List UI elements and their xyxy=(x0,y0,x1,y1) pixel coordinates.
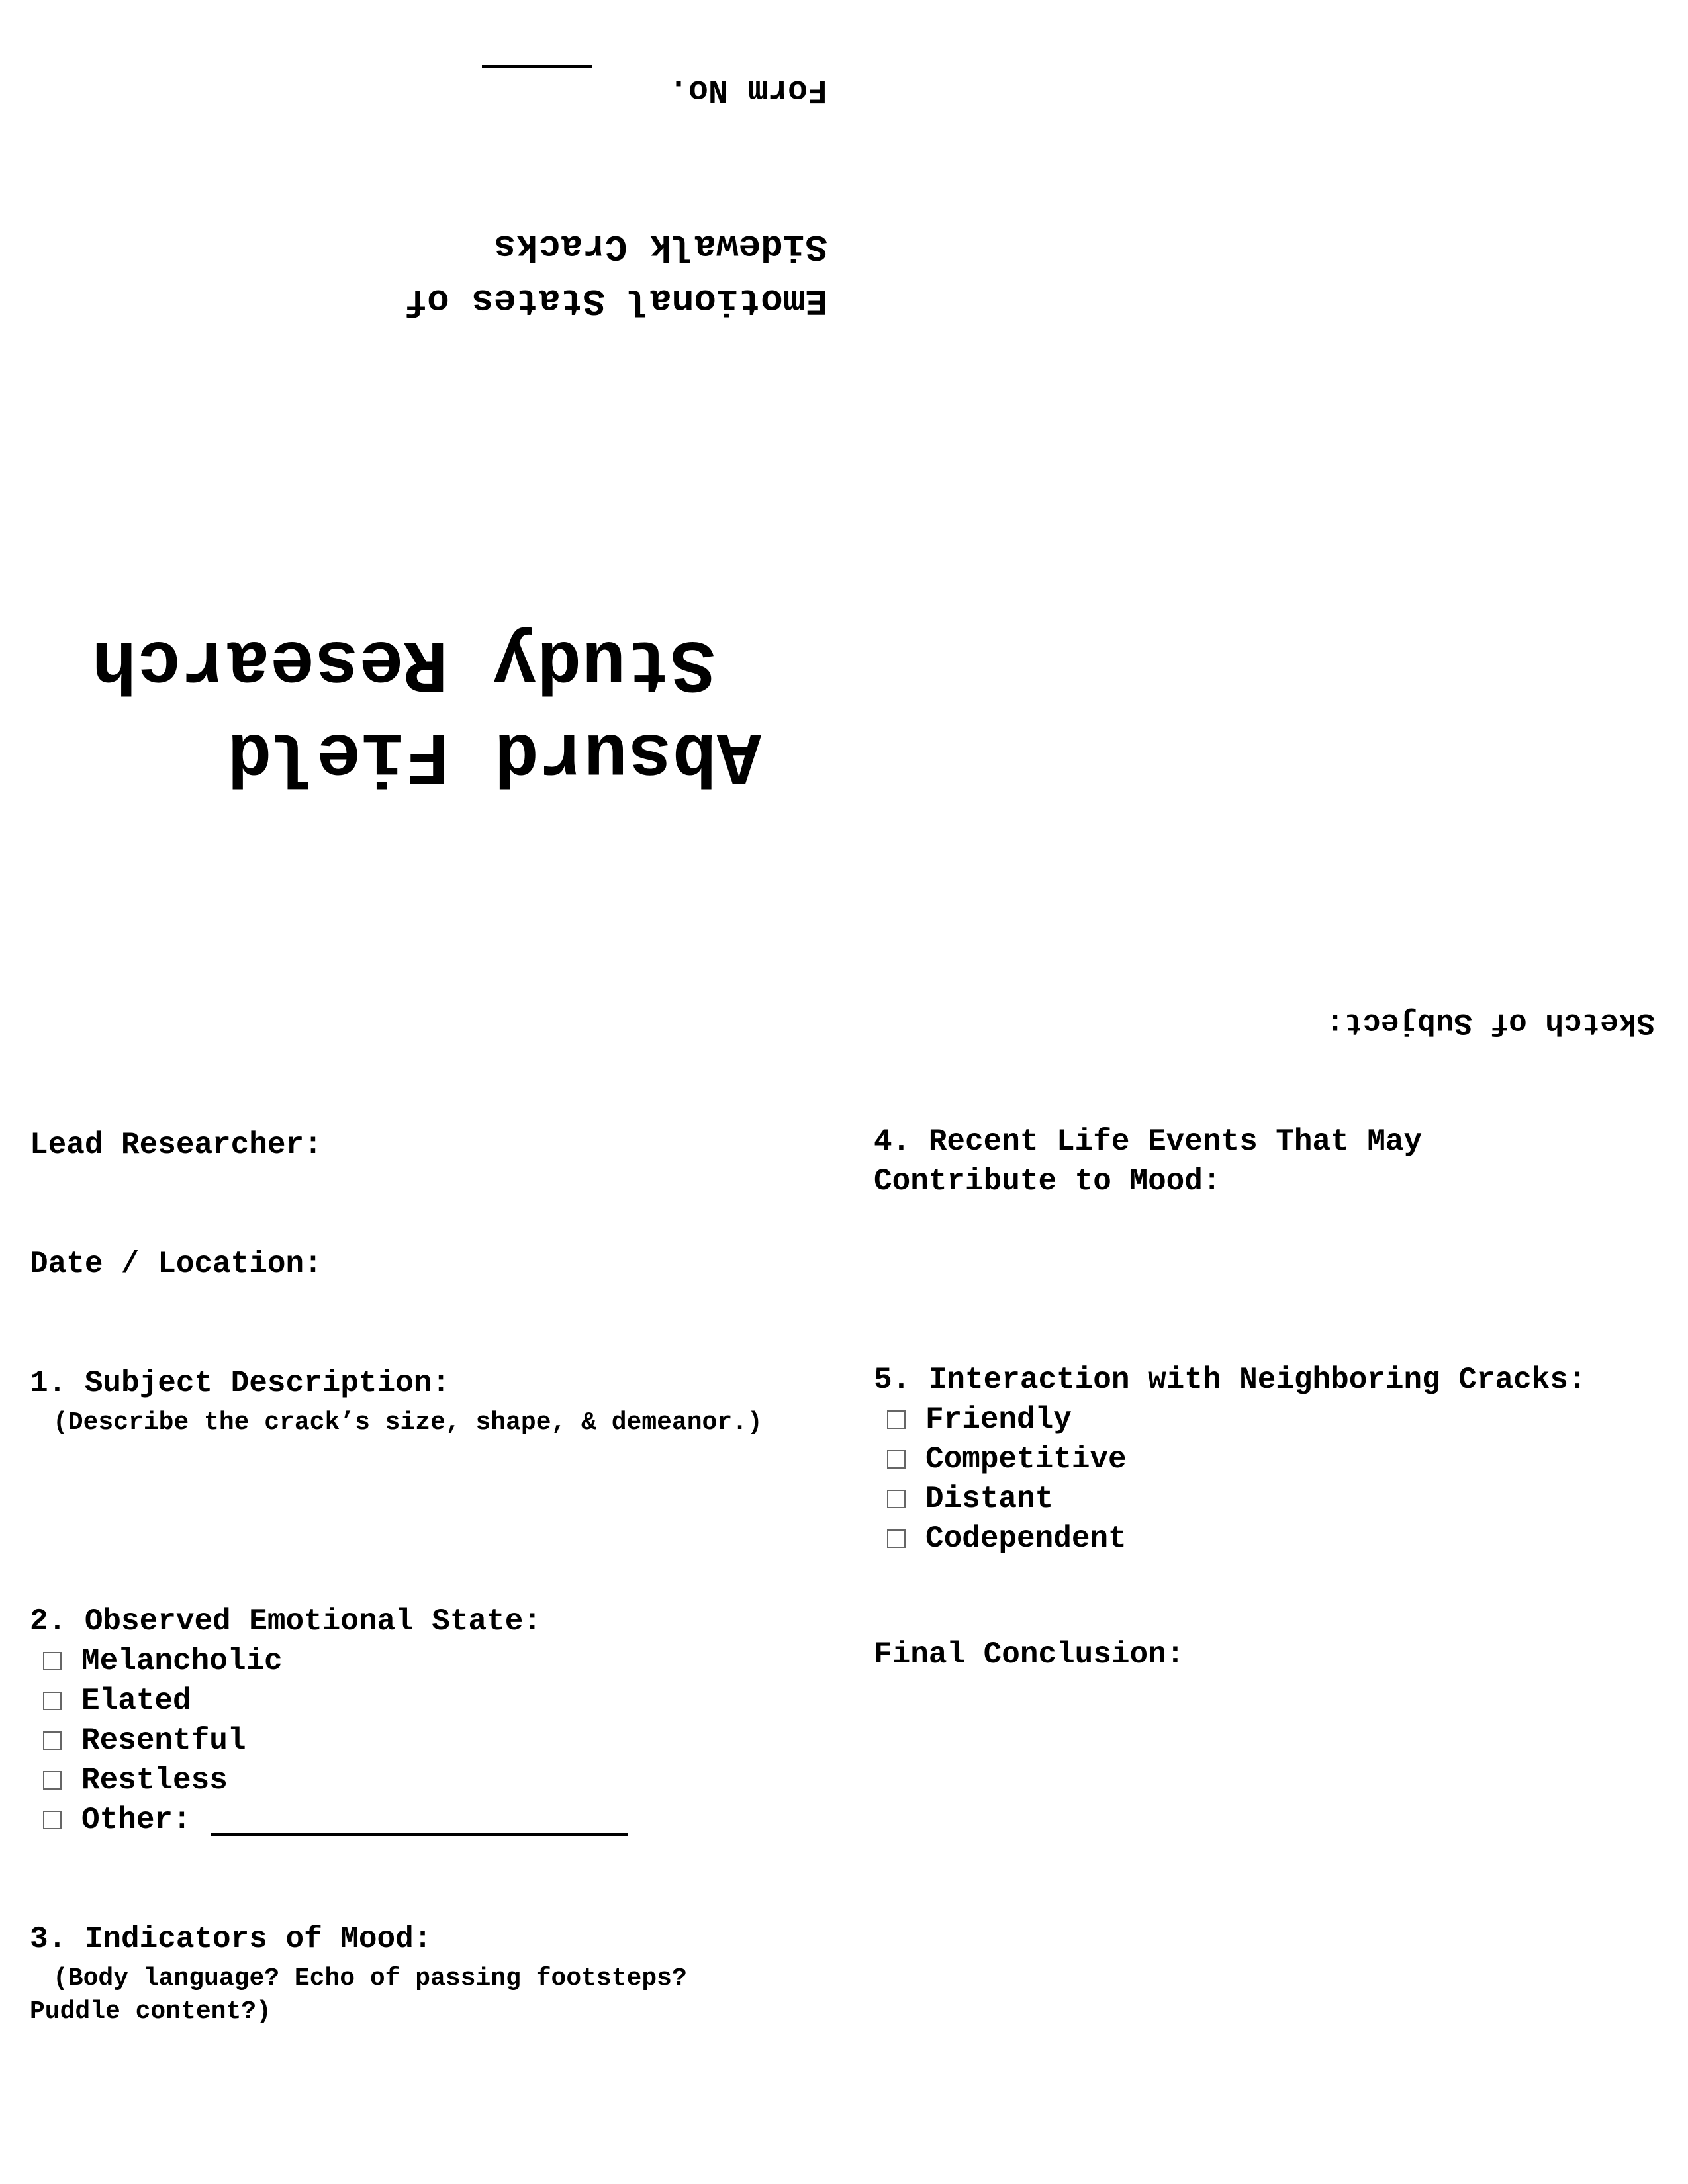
recent-life-events-label-1: 4. Recent Life Events That May xyxy=(874,1124,1423,1159)
checkbox-distant[interactable] xyxy=(874,1479,1053,1519)
checkbox-icon[interactable] xyxy=(43,1692,62,1710)
option-label: Elated xyxy=(81,1684,191,1718)
option-label: Distant xyxy=(925,1482,1054,1516)
checkbox-resentful[interactable] xyxy=(30,1721,246,1760)
checkbox-elated[interactable] xyxy=(30,1681,191,1721)
checkbox-icon[interactable] xyxy=(887,1529,906,1548)
title-line-1: Absurd Field xyxy=(227,713,761,797)
option-label: Friendly xyxy=(925,1402,1072,1437)
checkbox-icon[interactable] xyxy=(887,1410,906,1429)
form-subtitle xyxy=(265,218,827,328)
option-label: Resentful xyxy=(81,1723,246,1758)
option-label: Other: xyxy=(81,1803,191,1837)
checkbox-icon[interactable] xyxy=(43,1811,62,1829)
form-number-label xyxy=(609,63,827,116)
checkbox-icon[interactable] xyxy=(887,1490,906,1508)
recent-life-events-label-2: Contribute to Mood: xyxy=(874,1164,1221,1199)
option-label: Restless xyxy=(81,1763,228,1797)
lead-researcher-field[interactable]: Lead Researcher: xyxy=(30,1128,322,1162)
indicators-of-mood-label: 3. Indicators of Mood: xyxy=(30,1922,432,1956)
checkbox-competitive[interactable] xyxy=(874,1439,1127,1479)
checkbox-codependent[interactable] xyxy=(874,1519,1127,1559)
checkbox-restless[interactable] xyxy=(30,1760,228,1800)
date-location-field[interactable]: Date / Location: xyxy=(30,1247,322,1281)
final-conclusion-field[interactable]: Final Conclusion: xyxy=(874,1637,1185,1672)
subtitle-line-1: Emotional States of xyxy=(404,279,827,322)
indicators-note-line-1: (Body language? Echo of passing footsteps? xyxy=(53,1964,687,1993)
checkbox-icon[interactable] xyxy=(43,1731,62,1750)
sketch-of-subject-label: Sketch of Subject: xyxy=(1326,1005,1655,1040)
other-fill-line[interactable] xyxy=(211,1833,628,1836)
form-number-line[interactable] xyxy=(482,65,592,68)
indicators-note-line-2: Puddle content?) xyxy=(30,1997,271,2026)
checkbox-icon[interactable] xyxy=(43,1771,62,1790)
checkbox-friendly[interactable] xyxy=(874,1400,1072,1439)
option-label: Melancholic xyxy=(81,1644,283,1678)
option-label: Competitive xyxy=(925,1442,1127,1477)
subtitle-line-2: Sidewalk Cracks xyxy=(493,225,827,267)
form-number-text: Form No. xyxy=(668,71,827,109)
subject-description-label: 1. Subject Description: xyxy=(30,1366,450,1400)
title-line-2: Study Research xyxy=(92,620,715,704)
option-label: Codependent xyxy=(925,1522,1127,1556)
checkbox-icon[interactable] xyxy=(887,1450,906,1469)
checkbox-other[interactable] xyxy=(30,1800,628,1840)
checkbox-icon[interactable] xyxy=(43,1652,62,1670)
emotional-state-label: 2. Observed Emotional State: xyxy=(30,1604,541,1639)
subject-description-note: (Describe the crack’s size, shape, & demeanor.) xyxy=(53,1408,763,1437)
checkbox-melancholic[interactable] xyxy=(30,1641,283,1681)
neighbor-interaction-label: 5. Interaction with Neighboring Cracks: xyxy=(874,1363,1587,1397)
form-title xyxy=(66,609,761,801)
